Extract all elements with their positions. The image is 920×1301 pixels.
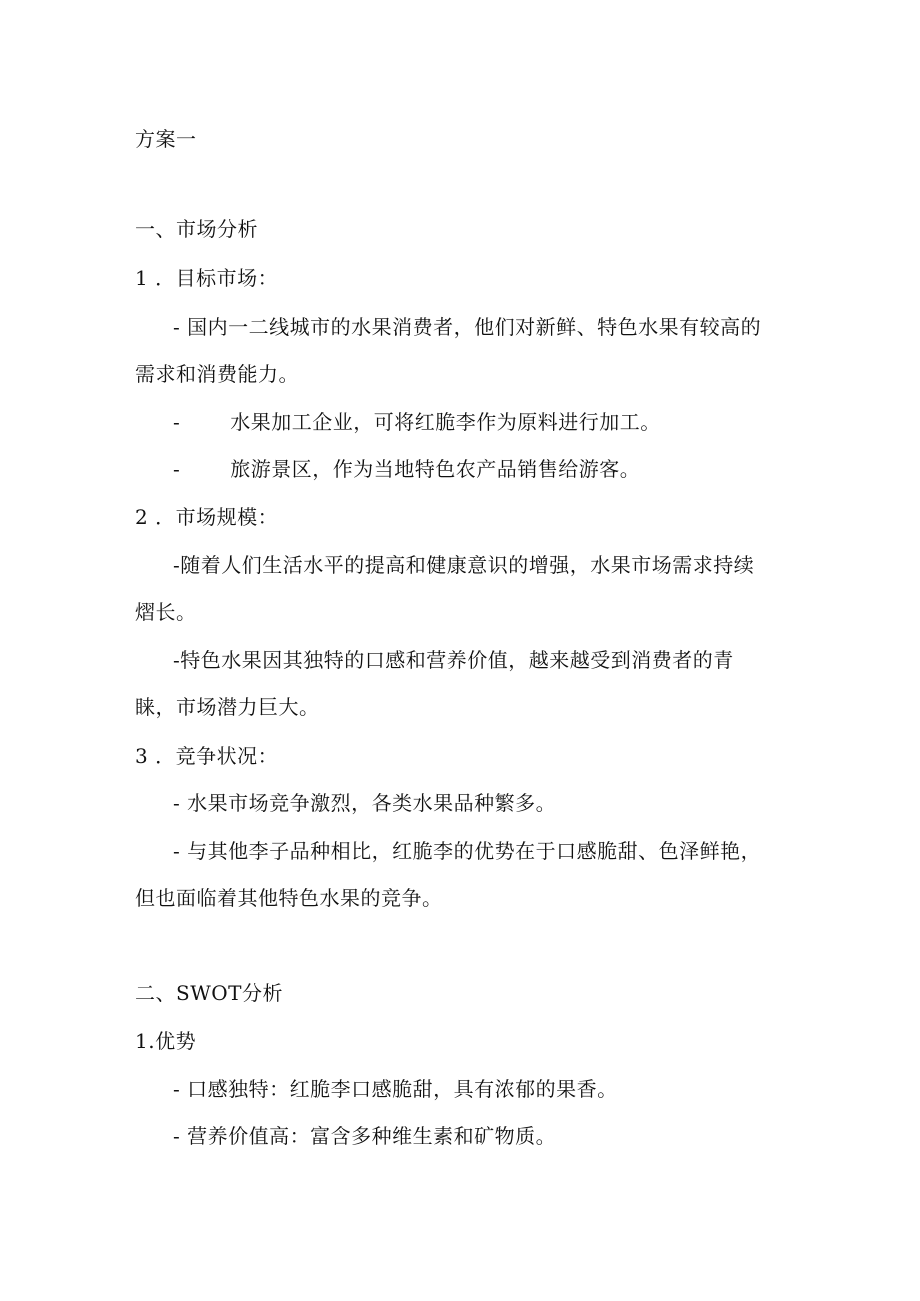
bullet-dash: - <box>173 410 181 434</box>
bullet-unique-taste: - 口感独特：红脆李口感脆甜，具有浓郁的果香。 <box>173 1077 618 1101</box>
bullet-demand-line1: -随着人们生活水平的提高和健康意识的增强，水果市场需求持续 <box>173 553 755 577</box>
bullet-consumers-line2: 需求和消费能力。 <box>135 362 299 386</box>
document-title: 方案一 <box>135 127 197 151</box>
bullet-specialty-line1: -特色水果因其独特的口感和营养价值，越来越受到消费者的青 <box>173 648 734 672</box>
bullet-demand-line2: 熠长。 <box>135 600 197 624</box>
bullet-nutrition: - 营养价值高：富含多种维生素和矿物质。 <box>173 1124 557 1148</box>
bullet-specialty-line2: 睐，市场潜力巨大。 <box>135 695 320 719</box>
item-label-strengths: 1.优势 <box>135 1029 197 1053</box>
item-label-competition: 3 ．竞争状况： <box>135 744 279 768</box>
section-heading-swot: 二、SWOT分析 <box>135 981 283 1005</box>
section-heading-market-analysis: 一、市场分析 <box>135 217 258 241</box>
bullet-consumers-line1: - 国内一二线城市的水果消费者，他们对新鲜、特色水果有较高的 <box>173 315 762 339</box>
bullet-advantage-line1: - 与其他李子品种相比，红脆李的优势在于口感脆甜、色泽鲜艳， <box>173 839 762 863</box>
item-label-market-size: 2 ．市场规模： <box>135 505 279 529</box>
bullet-tourist-areas <box>173 457 640 481</box>
bullet-processing-companies <box>173 410 661 434</box>
bullet-advantage-line2: 但也面临着其他特色水果的竞争。 <box>135 886 443 910</box>
bullet-dash: - <box>173 457 181 481</box>
item-label-target-market: 1 ．目标市场： <box>135 266 279 290</box>
bullet-competition-fierce: - 水果市场竞争激烈，各类水果品种繁多。 <box>173 791 557 815</box>
bullet-text: 旅游景区，作为当地特色农产品销售给游客。 <box>230 457 641 481</box>
bullet-text: 水果加工企业，可将红脆李作为原料进行加工。 <box>230 410 661 434</box>
